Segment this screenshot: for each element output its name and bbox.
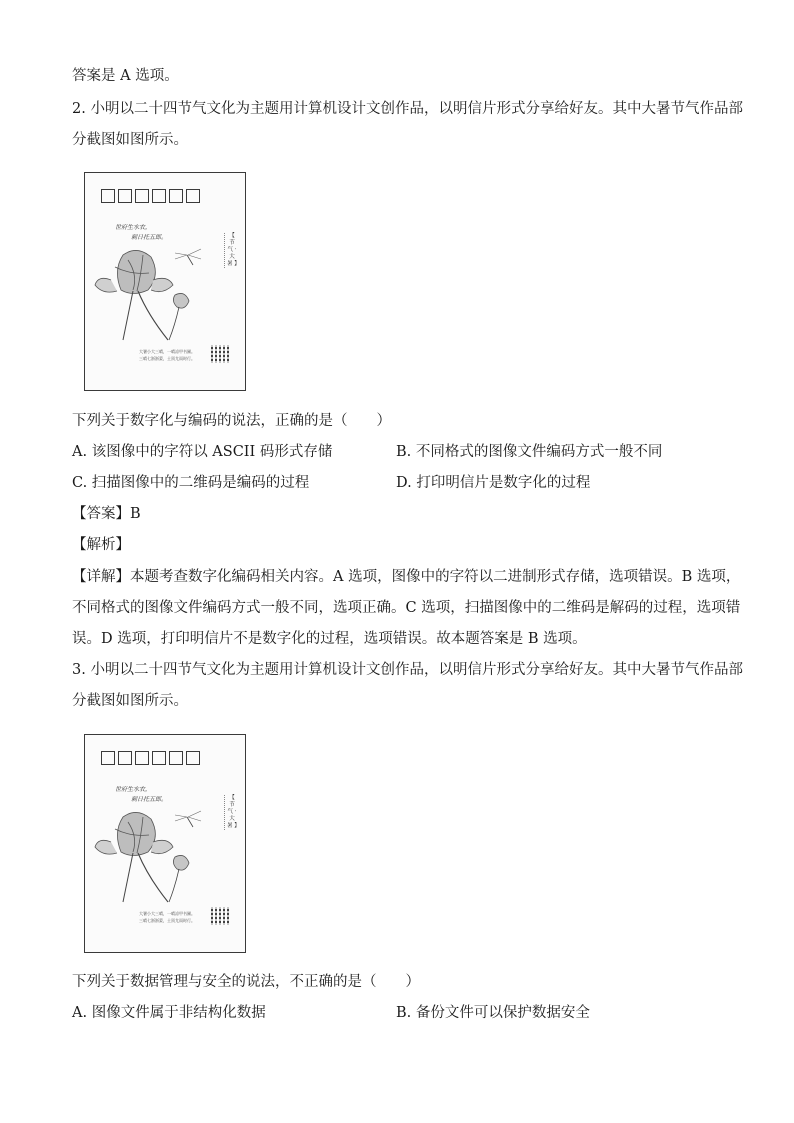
lotus-illustration	[93, 235, 211, 345]
q3-stem-line2: 分截图如图所示。	[72, 693, 188, 709]
poem-line2: 刺日托五郎。	[131, 234, 168, 241]
solar-term-label: 【 节 气 · 大 暑 】	[224, 233, 237, 268]
qr-code	[211, 907, 229, 925]
previous-answer-line: 答案是 A 选项。	[72, 68, 179, 84]
lotus-illustration	[93, 797, 211, 907]
q2-option-b: B. 不同格式的图像文件编码方式一般不同	[396, 444, 663, 460]
q2-option-a: A. 该图像中的字符以 ASCII 码形式存储	[72, 444, 333, 460]
q3-option-a: A. 图像文件属于非结构化数据	[72, 1005, 266, 1021]
q2-analysis-title: 【解析】	[72, 537, 130, 553]
q2-stem-line1: 2. 小明以二十四节气文化为主题用计算机设计文创作品，以明信片形式分享给好友。其中大暑节气作品部	[72, 101, 743, 117]
q2-detail-line3: 误。D 选项，打印明信片不是数字化的过程，选项错误。故本题答案是 B 选项。	[72, 631, 587, 647]
q2-postcard-image	[84, 172, 246, 391]
q2-detail-line1: 【详解】本题考查数字化编码相关内容。A 选项，图像中的字符以二进制形式存储，选项错误。B 选项，	[72, 569, 741, 585]
q3-postcard-image	[84, 734, 246, 953]
poem-line2: 刺日托五郎。	[131, 796, 168, 803]
caption-line1: 大暑小大三晴，一晴凉甲书圃。	[139, 349, 195, 354]
poem-line1: 世府生水农，	[115, 786, 152, 793]
solar-term-label: 【 节 气 · 大 暑 】	[224, 795, 237, 830]
caption-line1: 大暑小大三晴，一晴凉甲书圃。	[139, 911, 195, 916]
q2-answer: 【答案】B	[72, 506, 141, 522]
zipcode-boxes	[101, 751, 200, 765]
q3-question: 下列关于数据管理与安全的说法，不正确的是（ ）	[72, 974, 420, 990]
q2-option-d: D. 打印明信片是数字化的过程	[396, 475, 591, 491]
q2-stem-line2: 分截图如图所示。	[72, 132, 188, 148]
qr-code	[211, 345, 229, 363]
q2-detail-line2: 不同格式的图像文件编码方式一般不同，选项正确。C 选项，扫描图像中的二维码是解码的过程，选项错	[72, 600, 741, 616]
q3-stem-line1: 3. 小明以二十四节气文化为主题用计算机设计文创作品，以明信片形式分享给好友。其中大暑节气作品部	[72, 662, 743, 678]
caption-line2: 三晴七浙浙蒙，土顶尤雨时行。	[139, 918, 195, 923]
q2-question: 下列关于数字化与编码的说法，正确的是（ ）	[72, 413, 391, 429]
q2-option-c: C. 扫描图像中的二维码是编码的过程	[72, 475, 310, 491]
poem-line1: 世府生水农，	[115, 224, 152, 231]
q3-option-b: B. 备份文件可以保护数据安全	[396, 1005, 590, 1021]
zipcode-boxes	[101, 189, 200, 203]
caption-line2: 三晴七浙浙蒙，土顶尤雨时行。	[139, 356, 195, 361]
